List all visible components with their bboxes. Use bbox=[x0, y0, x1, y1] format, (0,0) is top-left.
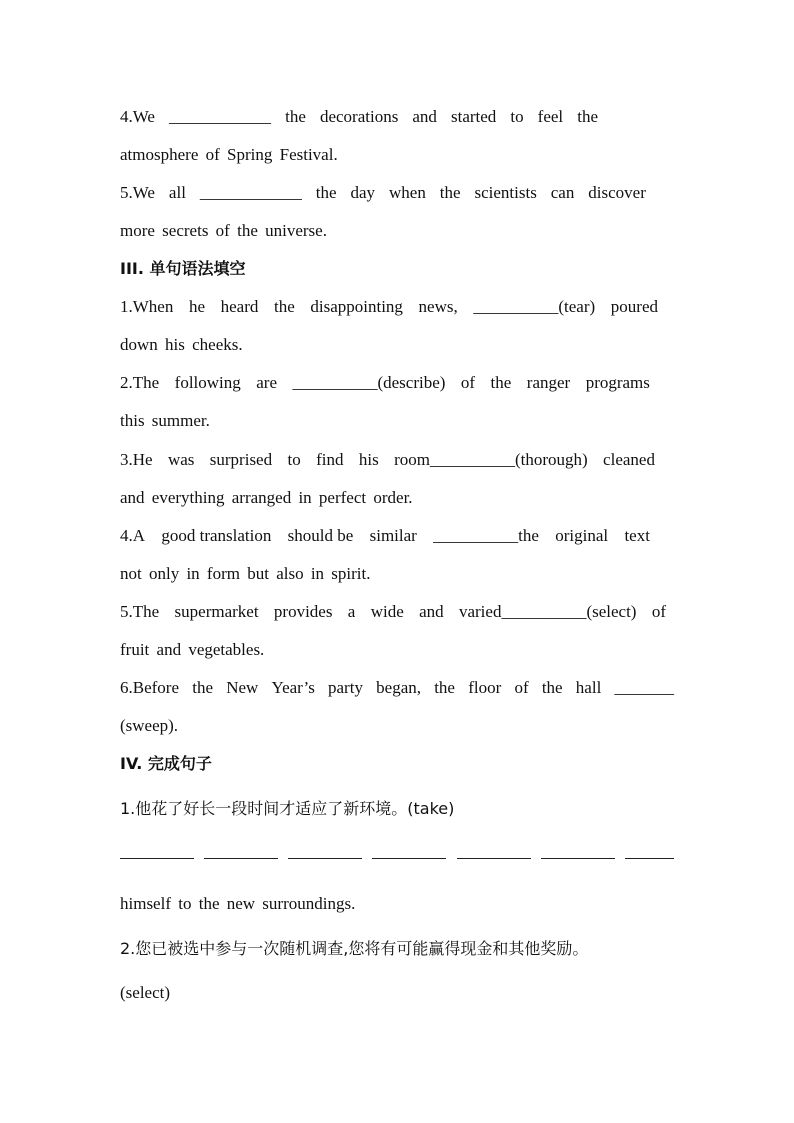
answer-blank-line[interactable] bbox=[288, 858, 362, 859]
word: the bbox=[577, 107, 598, 126]
word: all bbox=[168, 183, 186, 202]
word: the bbox=[541, 678, 563, 697]
word: his bbox=[358, 450, 379, 469]
word: disappointing bbox=[310, 297, 403, 316]
answer-blank[interactable]: room__________(thorough) bbox=[394, 450, 588, 469]
word: surprised bbox=[209, 450, 273, 469]
sec2-q4-line2: atmosphere of Spring Festival. bbox=[120, 145, 338, 164]
word: decorations bbox=[319, 107, 399, 126]
word: hall bbox=[575, 678, 602, 697]
word: 4.We bbox=[120, 107, 155, 126]
word: find bbox=[316, 450, 344, 469]
word: the bbox=[490, 373, 512, 392]
word: poured bbox=[610, 297, 658, 316]
answer-blank[interactable]: __________the bbox=[433, 526, 539, 545]
word: can bbox=[550, 183, 575, 202]
sec4-q1-answer-tail: himself to the new surroundings. bbox=[120, 894, 356, 913]
word: 1.When bbox=[120, 297, 174, 316]
word: the bbox=[285, 107, 306, 126]
word: 4.A bbox=[120, 526, 146, 545]
answer-blank-line[interactable] bbox=[457, 858, 531, 859]
word: to bbox=[287, 450, 301, 469]
word: he bbox=[188, 297, 205, 316]
word: discover bbox=[588, 183, 646, 202]
word: news, bbox=[418, 297, 458, 316]
word: of bbox=[514, 678, 529, 697]
word: 3.He bbox=[120, 450, 153, 469]
word: began, bbox=[376, 678, 421, 697]
answer-blank[interactable]: ____________ bbox=[169, 107, 272, 126]
section-heading-grammar: III. 单句语法填空 bbox=[120, 259, 246, 278]
sec2-q5-line2: more secrets of the universe. bbox=[120, 221, 327, 240]
sec3-q1-line2: down his cheeks. bbox=[120, 335, 243, 354]
word: of bbox=[651, 602, 666, 621]
word: day bbox=[350, 183, 376, 202]
sec3-q1-line1 bbox=[120, 297, 658, 317]
word: 5.We bbox=[120, 183, 155, 202]
sec3-q3-line2: and everything arranged in perfect order. bbox=[120, 488, 413, 507]
word: the bbox=[192, 678, 213, 697]
word: 5.The bbox=[120, 602, 160, 621]
word: floor bbox=[468, 678, 502, 697]
answer-blank-line[interactable] bbox=[120, 858, 194, 859]
word: 6.Before bbox=[120, 678, 180, 697]
sec3-q2-line1 bbox=[120, 373, 650, 393]
word: and bbox=[419, 602, 444, 621]
word: original bbox=[555, 526, 609, 545]
answer-blank[interactable]: __________(describe) bbox=[292, 373, 446, 392]
sec3-q5-line1 bbox=[120, 602, 666, 622]
word: programs bbox=[585, 373, 650, 392]
answer-blank-line[interactable] bbox=[625, 858, 674, 859]
sec4-q2-hint: (select) bbox=[120, 983, 171, 1002]
sec4-q1-prompt: 1.他花了好长一段时间才适应了新环境。(take) bbox=[120, 799, 455, 818]
sec3-q5-line2: fruit and vegetables. bbox=[120, 640, 265, 659]
word: Year’s bbox=[271, 678, 315, 697]
word: was bbox=[167, 450, 195, 469]
answer-blank[interactable]: ____________ bbox=[199, 183, 302, 202]
answer-blank[interactable]: varied__________(select) bbox=[458, 602, 637, 621]
word: to bbox=[510, 107, 524, 126]
word: provides bbox=[273, 602, 333, 621]
answer-blank-line[interactable] bbox=[372, 858, 446, 859]
word: and bbox=[412, 107, 437, 126]
word: 2.The bbox=[120, 373, 160, 392]
sec4-q2-prompt: 2.您已被选中参与一次随机调查,您将有可能赢得现金和其他奖励。 bbox=[120, 939, 589, 958]
word: the bbox=[315, 183, 337, 202]
word: wide bbox=[370, 602, 404, 621]
word: of bbox=[460, 373, 476, 392]
sec2-q4-line1 bbox=[120, 107, 598, 127]
word: should be bbox=[287, 526, 354, 545]
sec3-q6-line2: (sweep). bbox=[120, 716, 179, 735]
sec3-q2-line2: this summer. bbox=[120, 411, 210, 430]
sec2-q5-line1 bbox=[120, 183, 646, 203]
word: started bbox=[450, 107, 497, 126]
word: New bbox=[226, 678, 259, 697]
sec3-q6-line1 bbox=[120, 678, 674, 698]
word: heard bbox=[220, 297, 259, 316]
word: party bbox=[328, 678, 363, 697]
word: the bbox=[434, 678, 455, 697]
answer-blank-line[interactable] bbox=[541, 858, 615, 859]
word: supermarket bbox=[174, 602, 259, 621]
word: feel bbox=[537, 107, 564, 126]
word: good translation bbox=[161, 526, 272, 545]
sec3-q3-line1 bbox=[120, 450, 655, 470]
word: are bbox=[256, 373, 277, 392]
word: when bbox=[389, 183, 426, 202]
word: ranger bbox=[526, 373, 571, 392]
sec3-q4-line2: not only in form but also in spirit. bbox=[120, 564, 371, 583]
word: a bbox=[347, 602, 356, 621]
word: scientists bbox=[474, 183, 537, 202]
answer-blank[interactable]: __________(tear) bbox=[473, 297, 596, 316]
word: text bbox=[624, 526, 650, 545]
answer-blank-line[interactable] bbox=[204, 858, 278, 859]
word: the bbox=[439, 183, 461, 202]
sec4-q1-answer-blanks[interactable] bbox=[120, 858, 674, 859]
sec3-q4-line1 bbox=[120, 526, 650, 546]
word: cleaned bbox=[603, 450, 655, 469]
section-heading-sentence-completion: IV. 完成句子 bbox=[120, 754, 212, 773]
word: similar bbox=[369, 526, 417, 545]
word: following bbox=[174, 373, 241, 392]
word: the bbox=[273, 297, 295, 316]
answer-blank[interactable]: _______ bbox=[614, 678, 674, 697]
